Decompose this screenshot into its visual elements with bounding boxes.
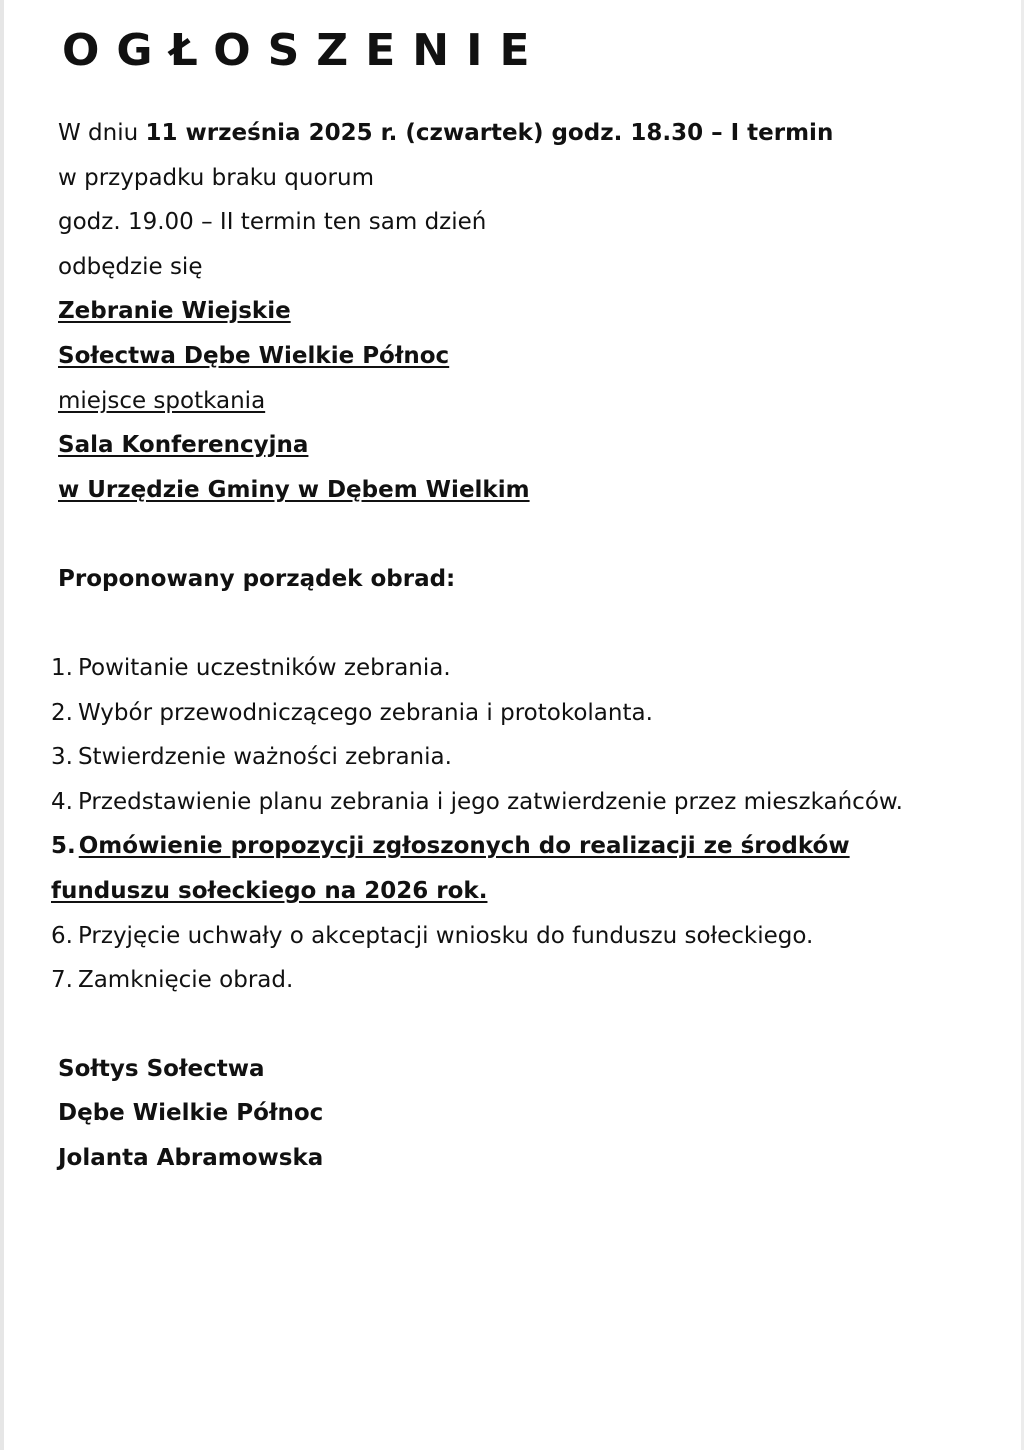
agenda-heading: Proponowany porządek obrad: (58, 566, 456, 592)
agenda-item-number: 6. (51, 923, 73, 949)
intro-date-bold: 11 września 2025 r. (czwartek) godz. 18.30 – I termin (145, 120, 834, 146)
agenda-item (51, 742, 452, 772)
agenda-item-text: Powitanie uczestników zebrania. (77, 655, 451, 681)
announcement-title: OGŁOSZENIE (62, 25, 547, 76)
signature-name: Jolanta Abramowska (58, 1145, 324, 1171)
agenda-item-number: 2. (51, 700, 73, 726)
agenda-item (51, 787, 903, 817)
meeting-place-line2: w Urzędzie Gminy w Dębem Wielkim (58, 477, 530, 503)
agenda-item-highlighted (51, 831, 850, 861)
agenda-item-number: 1. (51, 655, 73, 681)
signature-title: Sołtys Sołectwa (58, 1056, 265, 1082)
agenda-item (51, 965, 293, 995)
agenda-item (51, 698, 653, 728)
meeting-name-line1: Zebranie Wiejskie (58, 298, 291, 324)
intro-date-prefix: W dniu (58, 120, 146, 146)
agenda-item-text: Zamknięcie obrad. (77, 967, 294, 993)
intro-second-term-line: godz. 19.00 – II termin ten sam dzień (58, 209, 487, 235)
signature-locality: Dębe Wielkie Północ (58, 1100, 324, 1126)
agenda-item-text: Przyjęcie uchwały o akceptacji wniosku do funduszu sołeckiego. (77, 923, 814, 949)
agenda-item-number: 7. (51, 967, 73, 993)
agenda-item-text: Wybór przewodniczącego zebrania i protokolanta. (77, 700, 653, 726)
page-edge-left (0, 0, 4, 1450)
agenda-item-number: 3. (51, 744, 73, 770)
intro-date-line (58, 118, 833, 148)
agenda-item-number: 5. (51, 833, 76, 859)
meeting-place-label: miejsce spotkania (58, 388, 266, 414)
agenda-item-number: 4. (51, 789, 73, 815)
intro-quorum-line: w przypadku braku quorum (58, 165, 374, 191)
meeting-name-line2: Sołectwa Dębe Wielkie Północ (58, 343, 450, 369)
agenda-item-text: Stwierdzenie ważności zebrania. (77, 744, 452, 770)
meeting-place-line1: Sala Konferencyjna (58, 432, 309, 458)
agenda-item (51, 653, 451, 683)
agenda-item (51, 921, 813, 951)
agenda-item-text: Przedstawienie planu zebrania i jego zatwierdzenie przez mieszkańców. (77, 789, 903, 815)
agenda-item-text-line1: Omówienie propozycji zgłoszonych do realizacji ze środków (78, 833, 850, 859)
intro-will-take-place: odbędzie się (58, 254, 203, 280)
agenda-item-text-line2: funduszu sołeckiego na 2026 rok. (51, 878, 488, 904)
